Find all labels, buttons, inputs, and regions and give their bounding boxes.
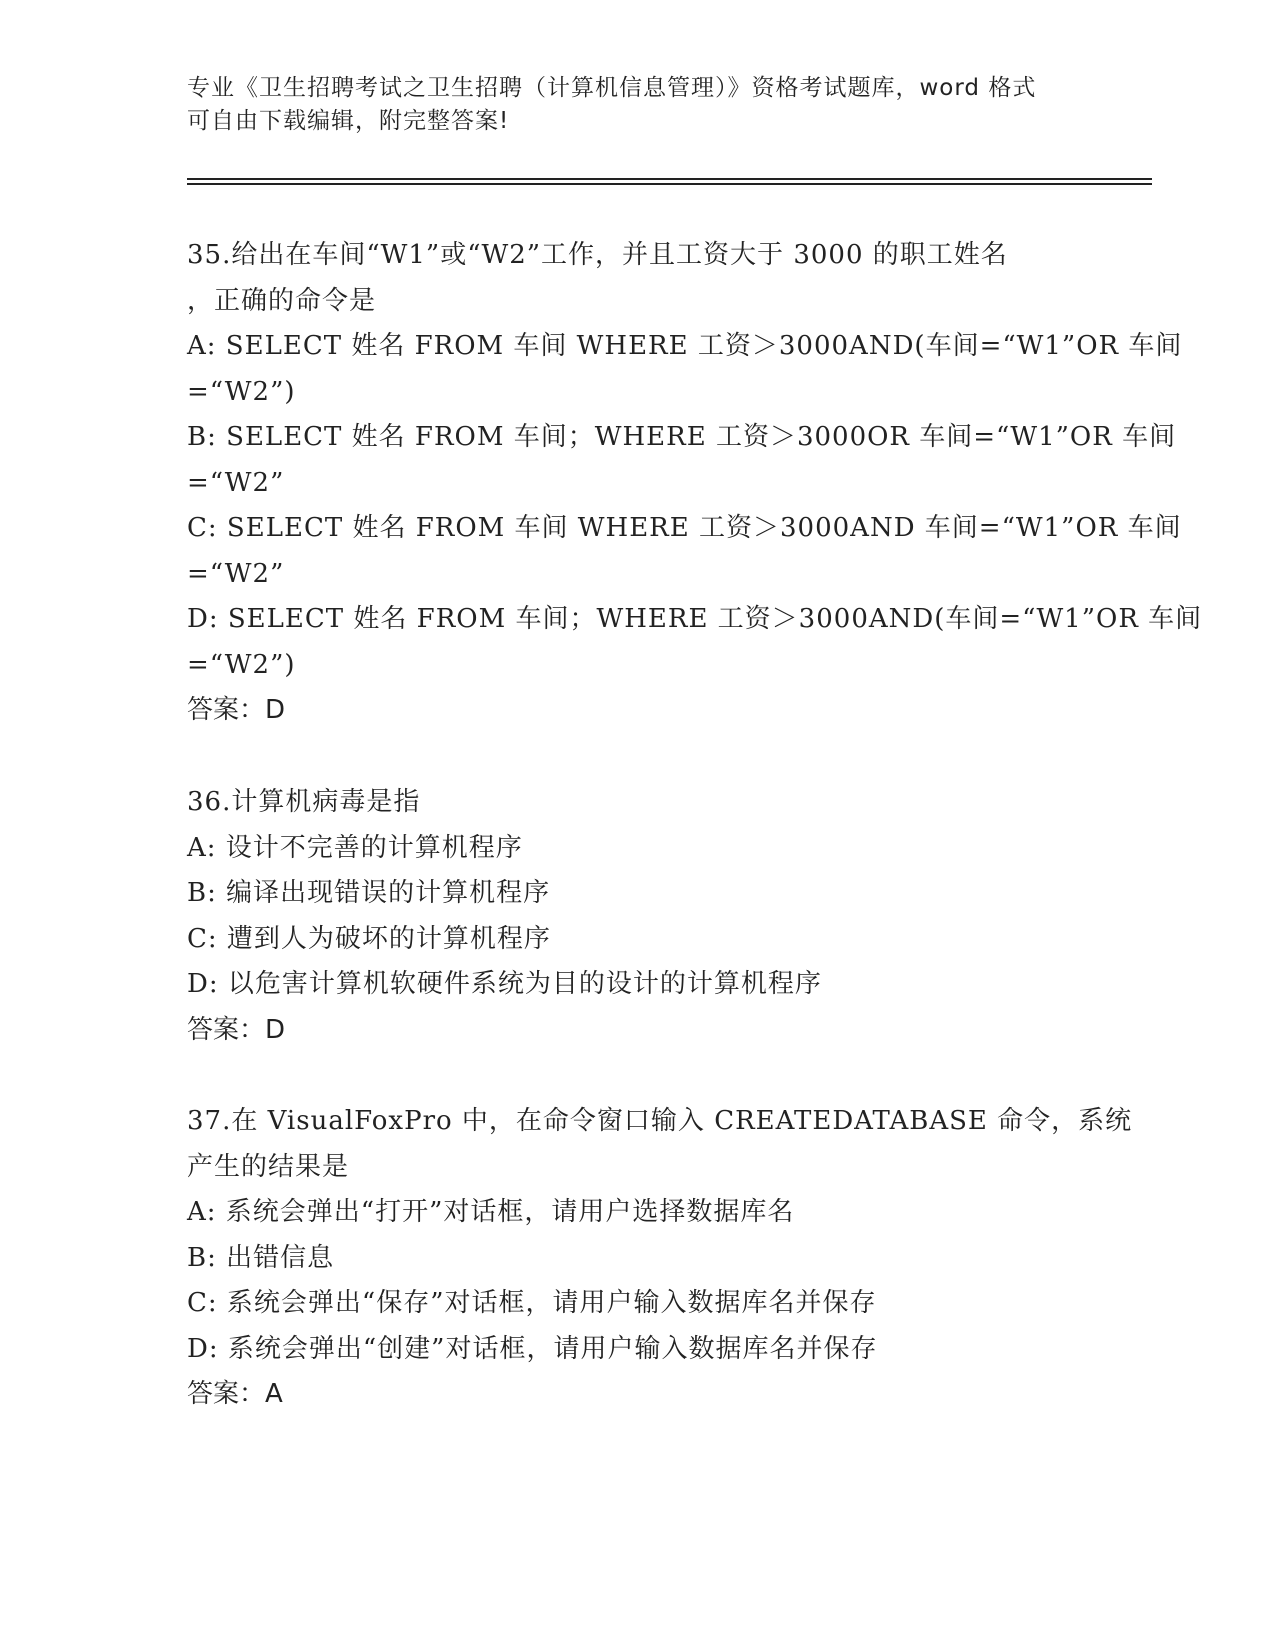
- option-d: D: 以危害计算机软硬件系统为目的设计的计算机程序: [187, 969, 822, 999]
- option-b: B: 出错信息: [187, 1242, 335, 1273]
- question-stem: 37.在 VisualFoxPro 中，在命令窗口输入 CREATEDATABASE 命令，系统: [187, 1106, 1133, 1136]
- option-a: A: 设计不完善的计算机程序: [187, 832, 523, 863]
- question-stem: 产生的结果是: [187, 1151, 350, 1182]
- option-b: B: SELECT 姓名 FROM 车间；WHERE 工资＞3000OR 车间=“W1”OR 车间: [187, 422, 1177, 452]
- option-d: D: 系统会弹出“创建”对话框，请用户输入数据库名并保存: [187, 1333, 878, 1364]
- answer: 答案：D: [187, 695, 286, 725]
- option-b: B: 编译出现错误的计算机程序: [187, 878, 551, 908]
- option-c: C: SELECT 姓名 FROM 车间 WHERE 工资＞3000AND 车间=“W1”OR 车间: [187, 513, 1182, 543]
- answer: 答案：A: [187, 1379, 283, 1409]
- option-c: C: 系统会弹出“保存”对话框，请用户输入数据库名并保存: [187, 1288, 877, 1318]
- question-37: [187, 1099, 1133, 1418]
- question-stem: ，正确的命令是: [187, 285, 377, 316]
- option-c: C: 遭到人为破坏的计算机程序: [187, 923, 551, 954]
- question-36: [187, 780, 1087, 1053]
- question-stem: 36.计算机病毒是指: [187, 787, 421, 817]
- document-header: [187, 72, 1087, 138]
- question-stem: 35.给出在车间“W1”或“W2”工作，并且工资大于 3000 的职工姓名: [187, 240, 1008, 270]
- header-divider-bottom: [187, 183, 1152, 185]
- option-d: D: SELECT 姓名 FROM 车间；WHERE 工资＞3000AND(车间=“W1”OR 车间: [187, 604, 1203, 634]
- option-d-continued: =“W2”): [187, 649, 296, 680]
- option-a: A: SELECT 姓名 FROM 车间 WHERE 工资＞3000AND(车间=“W1”OR 车间: [187, 331, 1183, 361]
- option-a-continued: =“W2”): [187, 376, 296, 407]
- option-b-continued: =“W2”: [187, 467, 285, 498]
- question-35: [187, 233, 1203, 734]
- header-divider-top: [187, 178, 1152, 180]
- header-line-2: 可自由下载编辑，附完整答案!: [187, 108, 510, 134]
- option-c-continued: =“W2”: [187, 558, 285, 589]
- answer: 答案：D: [187, 1014, 286, 1045]
- header-line-1: 专业《卫生招聘考试之卫生招聘（计算机信息管理）》资格考试题库，word 格式: [187, 75, 1037, 101]
- option-a: A: 系统会弹出“打开”对话框，请用户选择数据库名: [187, 1197, 795, 1227]
